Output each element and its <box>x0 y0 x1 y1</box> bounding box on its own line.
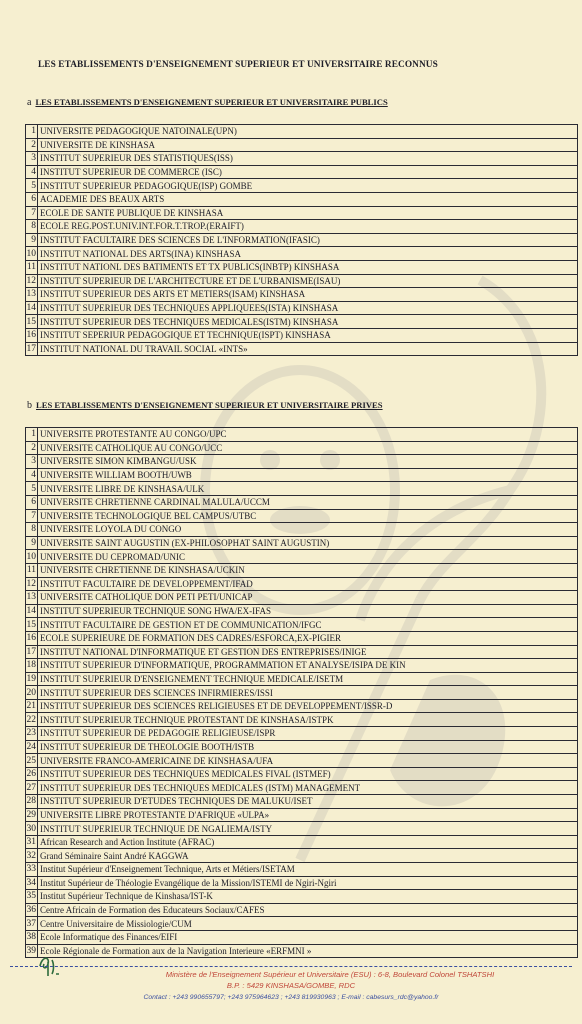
row-number: 32 <box>26 850 36 861</box>
table-row <box>26 247 578 261</box>
row-number: 9 <box>26 233 38 247</box>
institution-name: INSTITUT FACULTAIRE DE DEVELOPPEMENT/IFAD <box>38 577 578 591</box>
table-row <box>26 822 578 836</box>
institution-name: INSTITUT FACULTAIRE DE GESTION ET DE COMMUNICATION/IFGC <box>38 618 578 632</box>
row-number: 16 <box>26 330 36 341</box>
row-number: 17 <box>26 646 36 657</box>
institution-name: UNIVERSITE LOYOLA DU CONGO <box>38 523 578 537</box>
row-number: 28 <box>26 796 36 807</box>
row-number: 33 <box>26 864 36 875</box>
footer-address: Ministère de l'Enseignement Supérieur et Universitaire (ESU) : 6-8, Boulevard Colonel TSHATSHI <box>165 970 495 979</box>
institution-name: INSTITUT SUPERIEUR DES ARTS ET METIERS(ISAM) KINSHASA <box>38 288 578 302</box>
institution-name: UNIVERSITE PROTESTANTE AU CONGO/UPC <box>38 428 578 442</box>
row-number: 30 <box>26 823 36 834</box>
row-number: 1 <box>26 428 38 442</box>
row-number: 37 <box>26 918 36 929</box>
institution-name: ECOLE DE SANTE PUBLIQUE DE KINSHASA <box>38 206 578 220</box>
table-row <box>26 591 578 605</box>
institution-name: INSTITUT SUPERIEUR TECHNIQUE SONG HWA/EX-IFAS <box>38 604 578 618</box>
institution-name: INSTITUT SUPERIEUR DES STATISTIQUES(ISS) <box>38 152 578 166</box>
institution-name: ACADEMIE DES BEAUX ARTS <box>38 192 578 206</box>
institution-name: INSTITUT SUPERIEUR DES TECHNIQUES APPLIQUEES(ISTA) KINSHASA <box>38 301 578 315</box>
table-row <box>26 563 578 577</box>
institution-name: INSTITUT FACULTAIRE DES SCIENCES DE L'INFORMATION(IFASIC) <box>38 233 578 247</box>
institution-name: Institut Supérieur de Théologie Evangélique de la Mission/ISTEMI de Ngiri-Ngiri <box>38 876 578 890</box>
table-row <box>26 740 578 754</box>
row-number: 6 <box>26 192 38 206</box>
row-number: 1 <box>26 125 38 139</box>
row-number: 20 <box>26 687 36 698</box>
table-row <box>26 727 578 741</box>
row-number: 23 <box>26 728 36 739</box>
row-number: 9 <box>26 536 38 550</box>
row-number: 3 <box>26 455 38 469</box>
table-row <box>26 672 578 686</box>
institution-name: INSTITUT SUPERIEUR DES TECHNIQUES MEDICALES (ISTM) MANAGEMENT <box>38 781 578 795</box>
row-number: 36 <box>26 905 36 916</box>
table-row <box>26 342 578 356</box>
table-row <box>26 930 578 944</box>
row-number: 12 <box>26 578 36 589</box>
row-number: 11 <box>26 262 36 273</box>
table-row <box>26 699 578 713</box>
institution-name: UNIVERSITE PEDAGOGIQUE NATOINALE(UPN) <box>38 125 578 139</box>
page-title: LES ETABLISSEMENTS D'ENSEIGNEMENT SUPERIEUR ET UNIVERSITAIRE RECONNUS <box>38 60 438 70</box>
row-number: 14 <box>26 606 36 617</box>
section-b-letter: b <box>27 400 32 411</box>
section-b-heading <box>27 400 383 411</box>
institution-name: UNIVERSITE FRANCO-AMERICAINE DE KINSHASA/UFA <box>38 754 578 768</box>
institution-name: Institut Supérieur Technique de Kinshasa/IST-K <box>38 890 578 904</box>
institution-name: Centre Universitaire de Missiologie/CUM <box>38 917 578 931</box>
institution-name: African Research and Action Institute (AFRAC) <box>38 835 578 849</box>
row-number: 21 <box>26 701 36 712</box>
table-row <box>26 233 578 247</box>
row-number: 4 <box>26 165 38 179</box>
section-b-title: LES ETABLISSEMENTS D'ENSEIGNEMENT SUPERIEUR ET UNIVERSITAIRE PRIVES <box>36 400 383 410</box>
table-row <box>26 192 578 206</box>
institution-name: INSTITUT SEPERIUR PEDAGOGIQUE ET TECHNIQUE(ISPT) KINSHASA <box>38 328 578 342</box>
row-number: 10 <box>26 551 36 562</box>
institution-name: INSTITUT SUPERIEUR DES SCIENCES RELIGIEUSES ET DE DEVELOPPEMENT/ISSR-D <box>38 699 578 713</box>
table-row <box>26 495 578 509</box>
row-number: 27 <box>26 782 36 793</box>
row-number: 10 <box>26 248 36 259</box>
table-row <box>26 659 578 673</box>
institution-name: INSTITUT NATIONAL D'INFORMATIQUE ET GESTION DES ENTREPRISES/INIGE <box>38 645 578 659</box>
table-row <box>26 890 578 904</box>
institution-name: INSTITUT SUPERIEUR D'ETUDES TECHNIQUES DE MALUKU/ISET <box>38 795 578 809</box>
row-number: 26 <box>26 769 36 780</box>
row-number: 31 <box>26 837 36 848</box>
institution-name: INSTITUT NATIONL DES BATIMENTS ET TX PUBLICS(INBTP) KINSHASA <box>38 260 578 274</box>
row-number: 15 <box>26 619 36 630</box>
table-row <box>26 260 578 274</box>
row-number: 14 <box>26 303 36 314</box>
institution-name: UNIVERSITE CATHOLIQUE DON PETI PETI/UNICAP <box>38 591 578 605</box>
row-number: 7 <box>26 206 38 220</box>
row-number: 17 <box>26 343 36 354</box>
institution-name: Ecole Informatique des Finances/EIFI <box>38 930 578 944</box>
footer-contact: Contact : +243 990655797; +243 975964623 ; +243 819930963 ; E-mail : cabesurs_rdc@yahoo.fr <box>143 994 439 1001</box>
institution-name: UNIVERSITE LIBRE DE KINSHASA/ULK <box>38 482 578 496</box>
table-row <box>26 808 578 822</box>
signature-icon <box>36 952 62 978</box>
table-row <box>26 165 578 179</box>
table-row <box>26 455 578 469</box>
table-row <box>26 686 578 700</box>
institution-name: Institut Supérieur d'Enseignement Technique, Arts et Métiers/ISETAM <box>38 863 578 877</box>
institution-name: INSTITUT SUPERIEUR D'INFORMATIQUE, PROGRAMMATION ET ANALYSE/ISIPA DE KIN <box>38 659 578 673</box>
row-number: 11 <box>26 565 36 576</box>
table-row <box>26 274 578 288</box>
table-row <box>26 536 578 550</box>
table-row <box>26 125 578 139</box>
section-a-heading <box>27 97 388 108</box>
row-number: 8 <box>26 523 38 537</box>
institution-name: UNIVERSITE SAINT AUGUSTIN (EX-PHILOSOPHAT SAINT AUGUSTIN) <box>38 536 578 550</box>
institution-name: UNIVERSITE LIBRE PROTESTANTE D'AFRIQUE «ULPA» <box>38 808 578 822</box>
institution-name: UNIVERSITE TECHNOLOGIQUE BEL CAMPUS/UTBC <box>38 509 578 523</box>
table-row <box>26 301 578 315</box>
row-number: 25 <box>26 755 36 766</box>
institution-name: UNIVERSITE DU CEPROMAD/UNIC <box>38 550 578 564</box>
institution-name: INSTITUT SUPERIEUR DE THEOLOGIE BOOTH/ISTB <box>38 740 578 754</box>
table-row <box>26 795 578 809</box>
row-number: 29 <box>26 809 36 820</box>
footer-postal: B.P. : 5429 KINSHASA/GOMBE, RDC <box>226 981 356 990</box>
table-row <box>26 328 578 342</box>
table-row <box>26 781 578 795</box>
table-row <box>26 604 578 618</box>
institution-name: INSTITUT SUPERIEUR DES SCIENCES INFIRMIERES/ISSI <box>38 686 578 700</box>
institution-name: ECOLE REG.POST.UNIV.INT.FOR.T.TROP.(ERAIFT) <box>38 220 578 234</box>
institution-name: INSTITUT SUPERIEUR TECHNIQUE DE NGALIEMA/ISTY <box>38 822 578 836</box>
row-number: 13 <box>26 592 36 603</box>
row-number: 18 <box>26 660 36 671</box>
row-number: 5 <box>26 482 38 496</box>
institution-name: UNIVERSITE DE KINSHASA <box>38 138 578 152</box>
table-row <box>26 876 578 890</box>
row-number: 8 <box>26 220 38 234</box>
table-row <box>26 903 578 917</box>
table-row <box>26 944 578 958</box>
institution-name: INSTITUT SUPERIEUR D'ENSEIGNEMENT TECHNIQUE MEDICALE/ISETM <box>38 672 578 686</box>
table-row <box>26 523 578 537</box>
institution-name: UNIVERSITE WILLIAM BOOTH/UWB <box>38 468 578 482</box>
institution-name: Centre Africain de Formation des Educateurs Sociaux/CAFES <box>38 903 578 917</box>
table-row <box>26 550 578 564</box>
row-number: 2 <box>26 138 38 152</box>
row-number: 2 <box>26 441 38 455</box>
section-a-title: LES ETABLISSEMENTS D'ENSEIGNEMENT SUPERIEUR ET UNIVERSITAIRE PUBLICS <box>35 97 388 107</box>
row-number: 39 <box>26 945 36 956</box>
institution-name: UNIVERSITE CATHOLIQUE AU CONGO/UCC <box>38 441 578 455</box>
institution-name: INSTITUT SUPERIEUR DE COMMERCE (ISC) <box>38 165 578 179</box>
row-number: 12 <box>26 275 36 286</box>
row-number: 22 <box>26 714 36 725</box>
row-number: 38 <box>26 932 36 943</box>
table-row <box>26 618 578 632</box>
table-row <box>26 428 578 442</box>
private-institutions-table <box>25 427 578 958</box>
table-row <box>26 179 578 193</box>
institution-name: INSTITUT SUPERIEUR DE L'ARCHITECTURE ET DE L'URBANISME(ISAU) <box>38 274 578 288</box>
row-number: 15 <box>26 316 36 327</box>
table-row <box>26 849 578 863</box>
institution-name: INSTITUT SUPERIEUR PEDAGOGIQUE(ISP) GOMBE <box>38 179 578 193</box>
table-row <box>26 509 578 523</box>
table-row <box>26 917 578 931</box>
institution-name: INSTITUT NATIONAL DES ARTS(INA) KINSHASA <box>38 247 578 261</box>
institution-name: INSTITUT SUPERIEUR DES TECHNIQUES MEDICALES FIVAL (ISTMEF) <box>38 767 578 781</box>
institution-name: INSTITUT SUPERIEUR TECHNIQUE PROTESTANT DE KINSHASA/ISTPK <box>38 713 578 727</box>
institution-name: INSTITUT SUPERIEUR DE PEDAGOGIE RELIGIEUSE/ISPR <box>38 727 578 741</box>
row-number: 3 <box>26 152 38 166</box>
row-number: 13 <box>26 289 36 300</box>
row-number: 24 <box>26 741 36 752</box>
institution-name: UNIVERSITE CHRETIENNE DE KINSHASA/UCKIN <box>38 563 578 577</box>
table-row <box>26 441 578 455</box>
institution-name: UNIVERSITE SIMON KIMBANGU/USK <box>38 455 578 469</box>
institution-name: INSTITUT NATIONAL DU TRAVAIL SOCIAL «INTS» <box>38 342 578 356</box>
table-row <box>26 206 578 220</box>
table-row <box>26 767 578 781</box>
table-row <box>26 468 578 482</box>
table-row <box>26 835 578 849</box>
institution-name: ECOLE SUPERIEURE DE FORMATION DES CADRES/ESFORCA,EX-PIGIER <box>38 631 578 645</box>
institution-name: Ecole Régionale de Formation aux de la Navigation Interieure «ERFMNI » <box>38 944 578 958</box>
row-number: 34 <box>26 877 36 888</box>
row-number: 35 <box>26 891 36 902</box>
institution-name: UNIVERSITE CHRETIENNE CARDINAL MALULA/UCCM <box>38 495 578 509</box>
table-row <box>26 152 578 166</box>
table-row <box>26 138 578 152</box>
institution-name: Grand Séminaire Saint André KAGGWA <box>38 849 578 863</box>
table-row <box>26 645 578 659</box>
table-row <box>26 482 578 496</box>
table-row <box>26 315 578 329</box>
table-row <box>26 220 578 234</box>
table-row <box>26 863 578 877</box>
footer-divider <box>10 966 572 967</box>
row-number: 4 <box>26 468 38 482</box>
institution-name: INSTITUT SUPERIEUR DES TECHNIQUES MEDICALES(ISTM) KINSHASA <box>38 315 578 329</box>
table-row <box>26 713 578 727</box>
table-row <box>26 288 578 302</box>
table-row <box>26 631 578 645</box>
table-row <box>26 577 578 591</box>
row-number: 6 <box>26 495 38 509</box>
public-institutions-table <box>25 124 578 356</box>
row-number: 7 <box>26 509 38 523</box>
row-number: 19 <box>26 673 36 684</box>
row-number: 5 <box>26 179 38 193</box>
row-number: 16 <box>26 633 36 644</box>
table-row <box>26 754 578 768</box>
section-a-letter: a <box>27 97 32 108</box>
